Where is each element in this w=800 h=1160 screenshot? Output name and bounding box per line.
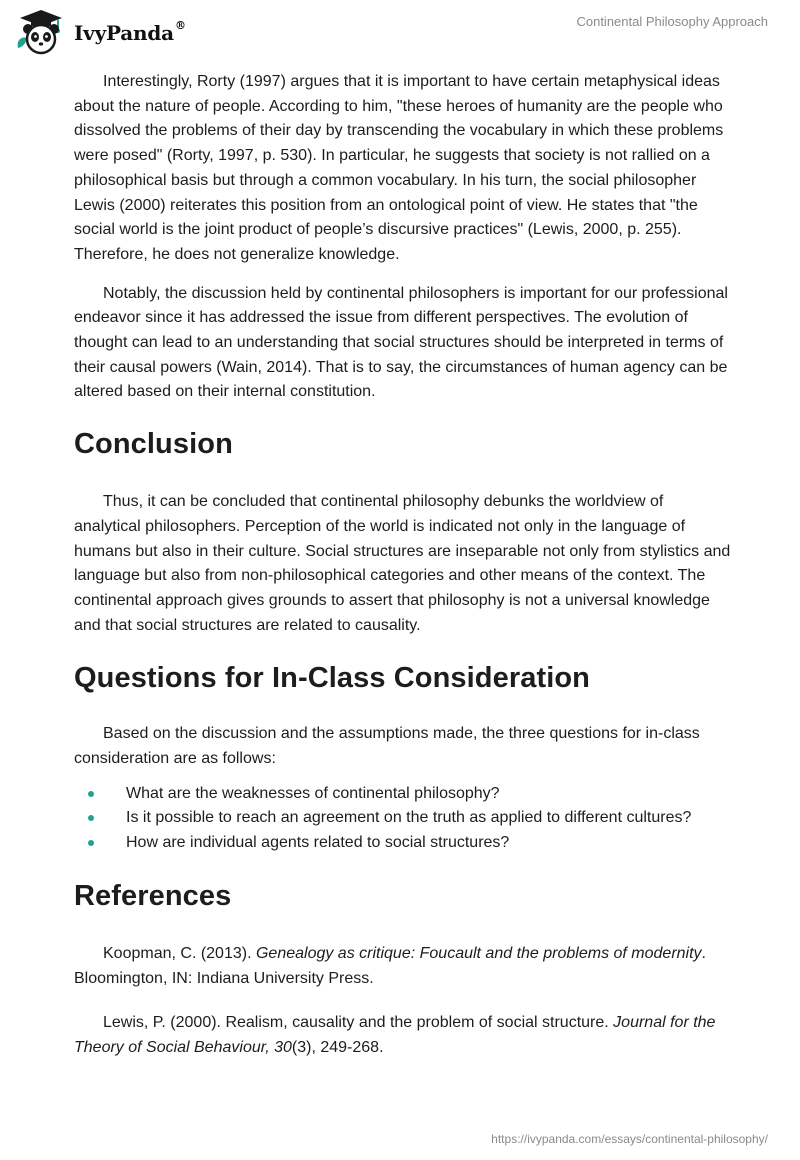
ivypanda-logo[interactable] <box>14 8 186 56</box>
list-item <box>74 806 734 831</box>
essay-content <box>74 70 734 1079</box>
question-text: What are the weaknesses of continental philosophy? <box>126 784 500 802</box>
body-paragraph: Interestingly, Rorty (1997) argues that it is important to have certain metaphysical ideas about the nature of people. According to him, "these heroes of humanity are the people who dissolved the problems of their day by transcending the vocabulary in which these problems were posed" (Rorty, 1997, p. 530). In particular, he suggests that society is not rallied on a philosophical basis but through a common vocabulary. In his turn, the social philosopher Lewis (2000) reiterates this position from an ontological point of view. He states that "the social world is the joint product of people’s discursive practices" (Lewis, 2000, p. 255). Therefore, he does not generalize knowledge. <box>74 73 724 263</box>
reference-entry <box>74 1010 734 1060</box>
page-header <box>0 0 800 60</box>
question-text: Is it possible to reach an agreement on the truth as applied to different cultures? <box>126 809 692 827</box>
panda-graduate-icon <box>14 8 68 56</box>
questions-heading: Questions for In-Class Consideration <box>74 662 590 695</box>
reference-text: Lewis, P. (2000). Realism, causality and the problem of social structure. <box>103 1013 614 1031</box>
reference-text: (3), 249-268. <box>291 1038 384 1056</box>
source-url-link[interactable]: https://ivypanda.com/essays/continental-philosophy/ <box>491 1132 768 1146</box>
reference-text: . Bloomington, IN: Indiana University Press. <box>74 944 706 987</box>
questions-list <box>74 782 734 856</box>
list-item <box>74 782 734 807</box>
references-heading: References <box>74 879 232 912</box>
bullet-icon <box>88 840 94 846</box>
list-item <box>74 831 734 856</box>
logo-text <box>74 21 186 45</box>
questions-intro: Based on the discussion and the assumptions made, the three questions for in-class consideration are as follows: <box>74 725 700 768</box>
body-paragraph: Notably, the discussion held by continental philosophers is important for our professional endeavor since it has addressed the issue from different perspectives. The evolution of thought can lead to an understanding that social structures should be interpreted in terms of their causal powers (Wain, 2014). That is to say, the circumstances of human agency can be altered based on their internal constitution. <box>74 284 728 401</box>
document-title: Continental Philosophy Approach <box>576 14 768 29</box>
registered-mark: ® <box>174 19 186 33</box>
logo-wordmark: IvyPanda <box>74 21 174 45</box>
reference-text: Koopman, C. (2013). <box>103 944 256 962</box>
question-text: How are individual agents related to social structures? <box>126 834 510 852</box>
conclusion-paragraph: Thus, it can be concluded that continental philosophy debunks the worldview of analytical philosophers. Perception of the world is indicated not only in the language of humans but also in their culture. Social structures are inseparable not only from stylistics and language but also from non-philosophical categories and other means of the context. The continental approach gives grounds to assert that philosophy is not a universal knowledge and that social structures are related to causality. <box>74 493 731 634</box>
reference-title: Genealogy as critique: Foucault and the problems of modernity <box>255 944 702 962</box>
bullet-icon <box>88 791 94 797</box>
bullet-icon <box>88 815 94 821</box>
reference-journal: Journal for the Theory of Social Behaviour, 30 <box>74 1013 716 1056</box>
conclusion-heading: Conclusion <box>74 428 233 461</box>
reference-entry <box>74 941 734 991</box>
